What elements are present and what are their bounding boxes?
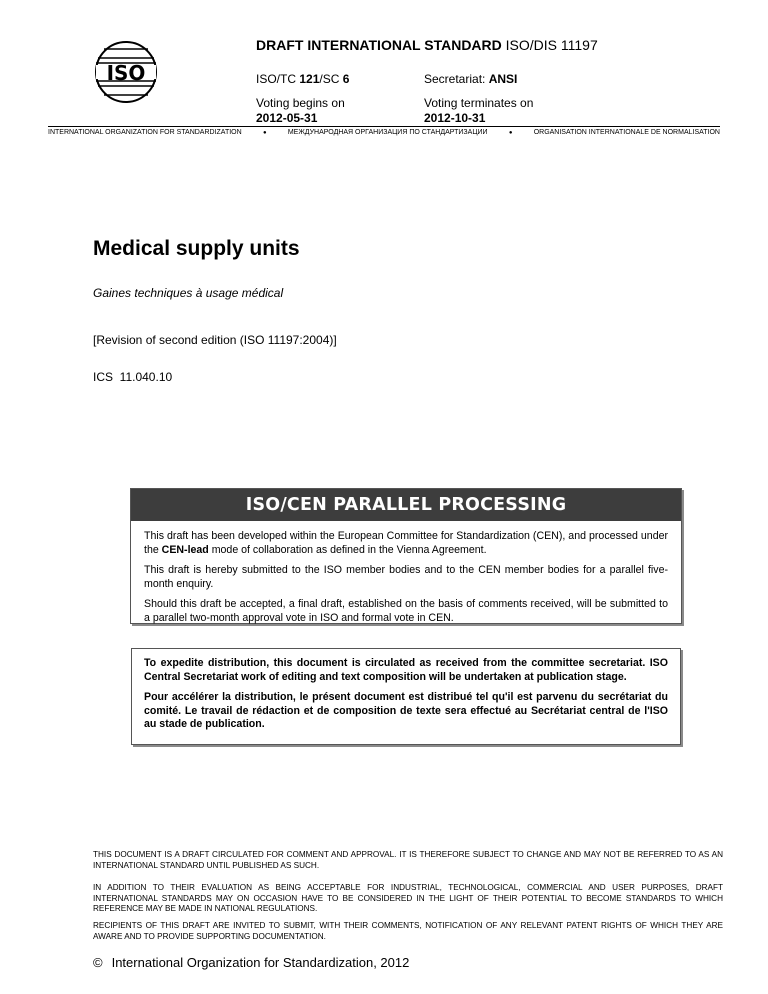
parallel-paragraph-1-end: mode of collaboration as defined in the Vienna Agreement. [208,543,487,556]
copyright [93,955,409,970]
voting-begins [256,96,345,126]
org-name-ru: МЕЖДУНАРОДНАЯ ОРГАНИЗАЦИЯ ПО СТАНДАРТИЗАЦИИ [287,129,488,136]
document-status [256,37,598,53]
revision-note: [Revision of second edition (ISO 11197:2004)] [93,333,337,347]
org-name-en: INTERNATIONAL ORGANIZATION FOR STANDARDIZATION [48,129,242,136]
secretariat [424,72,517,87]
ics-code: ICS 11.040.10 [93,370,173,384]
secretariat-value: ANSI [488,72,518,86]
svg-text:ISO: ISO [106,61,146,85]
committee-sc-label: /SC [319,72,343,86]
distribution-notice-english: To expedite distribution, this document is circulated as received from the committee secretariat. ISO Central Secretariat work of editing and text composition will be undertaken at publication stage. [144,657,668,683]
evaluation-notice: IN ADDITION TO THEIR EVALUATION AS BEING ACCEPTABLE FOR INDUSTRIAL, TECHNOLOGICAL, COMMERCIAL AND USER PURPOSES, DRAFT INTERNATIONAL STANDARDS MAY ON OCCASION HAVE TO BE CONSIDERED IN THE LIGHT OF THEIR POTENTIAL TO BECOME STANDARDS TO WHICH REFERENCE MAY BE MADE IN NATIONAL REGULATIONS. [93,883,723,914]
header-divider [48,126,720,127]
voting-begins-date: 2012-05-31 [256,111,318,125]
patent-notice: RECIPIENTS OF THIS DRAFT ARE INVITED TO SUBMIT, WITH THEIR COMMENTS, NOTIFICATION OF ANY RELEVANT PATENT RIGHTS OF WHICH THEY ARE AWARE AND TO PROVIDE SUPPORTING DOCUMENTATION. [93,921,723,941]
committee-tc: 121 [299,72,320,86]
copyright-icon: © [93,955,103,970]
distribution-notice-box [131,648,681,745]
page-title: Medical supply units [93,237,300,260]
organization-names [48,129,720,136]
secretariat-label: Secretariat: [424,72,489,86]
french-title: Gaines techniques à usage médical [93,286,284,300]
parallel-paragraph-2: This draft is hereby submitted to the ISO member bodies and to the CEN member bodies for a parallel five-month enquiry. [144,564,668,590]
draft-notice: THIS DOCUMENT IS A DRAFT CIRCULATED FOR COMMENT AND APPROVAL. IT IS THEREFORE SUBJECT TO CHANGE AND MAY NOT BE REFERRED TO AS AN INTERNATIONAL STANDARD UNTIL PUBLISHED AS SUCH. [93,850,723,870]
bullet-icon: ● [508,129,513,136]
committee-sc: 6 [342,72,350,86]
voting-terminates [424,96,533,126]
voting-terminates-date: 2012-10-31 [424,111,486,125]
parallel-paragraph-1 [144,530,668,557]
parallel-processing-heading: ISO/CEN PARALLEL PROCESSING [131,489,681,521]
committee-reference [256,72,349,87]
voting-begins-label: Voting begins on [256,96,345,110]
iso-logo-icon [94,40,158,104]
voting-terminates-label: Voting terminates on [424,96,534,110]
parallel-processing-box [130,488,682,624]
committee-prefix: ISO/TC [256,72,300,86]
cen-lead-term: CEN-lead [161,543,209,556]
bullet-icon: ● [262,129,267,136]
parallel-paragraph-1-start: This draft has been developed within the European Committee for Standardization (CEN), and processed under the [144,530,668,556]
distribution-notice-french: Pour accélérer la distribution, le présent document est distribué tel qu'il est parvenu du secrétariat du comité. Le travail de rédaction et de composition de texte sera effectué au Secrétariat central de l'ISO au stade de publication. [144,691,668,730]
parallel-paragraph-3: Should this draft be accepted, a final draft, established on the basis of comments received, will be submitted to a parallel two-month approval vote in ISO and formal vote in CEN. [144,598,668,624]
doc-number: ISO/DIS 11197 [505,37,598,53]
org-name-fr: ORGANISATION INTERNATIONALE DE NORMALISATION [533,129,720,136]
copyright-text: International Organization for Standardization, 2012 [111,955,410,970]
status-label: DRAFT INTERNATIONAL STANDARD [256,37,502,53]
